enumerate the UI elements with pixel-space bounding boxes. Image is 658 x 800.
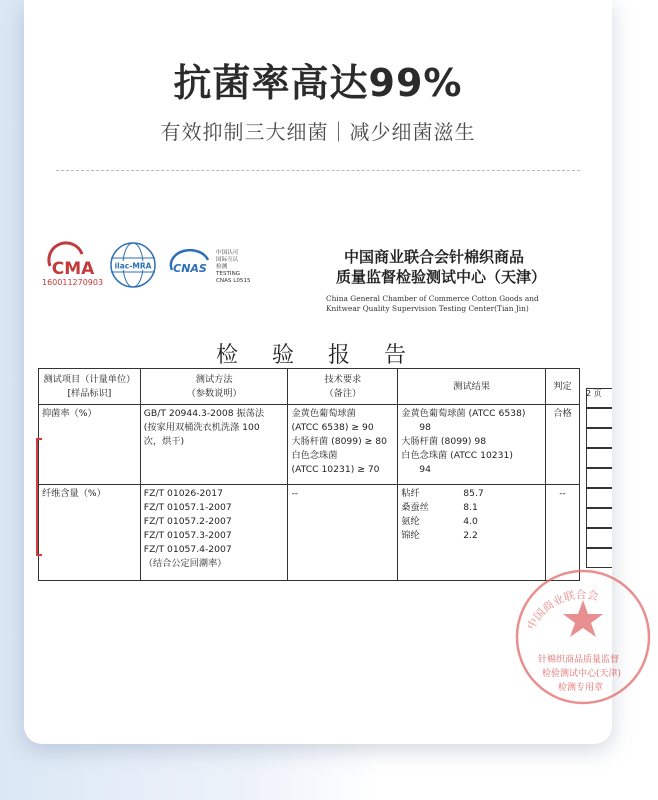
row-requirement: 金黄色葡萄球菌 (ATCC 6538) ≥ 90 大肠杆菌 (8099) ≥ 80 白色念珠菌 (ATCC 10231) ≥ 70: [288, 405, 398, 485]
row-item: 抑菌率（%）: [39, 405, 141, 485]
header-item: 测试项目（计量单位） [样品标识]: [39, 369, 141, 405]
org-name-en-line2: Knitwear Quality Supervision Testing Center(Tian Jin): [326, 304, 529, 313]
svg-text:CMA: CMA: [51, 259, 95, 279]
seal-line1: 针棉织商品质量监督: [538, 655, 620, 665]
headline: 抗菌率高达99%: [173, 61, 463, 105]
table-row: [39, 485, 580, 581]
table-row: [39, 405, 580, 485]
row-method: FZ/T 01026-2017 FZ/T 01057.1-2007 FZ/T 01057.2-2007 FZ/T 01057.3-2007 FZ/T 01057.4-2007 （结合公定回潮率）: [140, 485, 288, 581]
header-requirement: 技术要求 （备注）: [288, 369, 398, 405]
svg-text:CNAS: CNAS: [173, 262, 207, 275]
seal-line3: 检测专用章: [558, 683, 604, 693]
red-bracket-mark: [36, 438, 40, 556]
cma-number: 160011270903: [42, 278, 104, 287]
row-result: 金黄色葡萄球菌 (ATCC 6538) 98 大肠杆菌 (8099) 98 白色念珠菌 (ATCC 10231) 94: [398, 405, 546, 485]
header-result: 测试结果: [398, 369, 546, 405]
row-result: 粘纤 85.7 桑蚕丝 8.1 氨纶 4.0 锦纶 2.2: [398, 485, 546, 581]
cnas-logo-icon: [168, 246, 212, 284]
row-judgement: 合格: [546, 405, 580, 485]
cnas-caption: 中国认可 国际互认 检测 TESTING CNAS L0515: [216, 250, 251, 284]
row-item: 纤维含量（%）: [39, 485, 141, 581]
dashed-divider: [56, 170, 580, 171]
row-requirement: --: [288, 485, 398, 581]
header-judgement: 判定: [546, 369, 580, 405]
report-table: [38, 368, 580, 581]
ilac-mra-logo-icon: [108, 240, 158, 290]
test-report-image: [38, 222, 622, 722]
row-judgement: --: [546, 485, 580, 581]
row-method: GB/T 20944.3-2008 振荡法 (按家用双桶洗衣机洗涤 100 次，烘干): [140, 405, 288, 485]
org-name-en-line1: China General Chamber of Commerce Cotton Goods and: [326, 294, 539, 303]
content-card: [24, 0, 622, 744]
page-fragment-label: 2 页: [586, 389, 602, 398]
subheadline: 有效抑制三大细菌｜减少细菌滋生: [160, 120, 476, 144]
header-method: 测试方法 （参数说明）: [140, 369, 288, 405]
table-header-row: [39, 369, 580, 405]
svg-text:中国商业联合会: 中国商业联合会: [524, 588, 600, 633]
org-name-cn-line2: 质量监督检验测试中心（天津）: [336, 268, 547, 286]
svg-text:ilac-MRA: ilac-MRA: [114, 261, 152, 271]
report-title: 检验报告: [216, 343, 441, 368]
seal-line2: 检验测试中心(天津): [542, 669, 622, 679]
next-page-fragment: [586, 368, 612, 578]
org-name-cn-line1: 中国商业联合会针棉织商品: [344, 248, 525, 266]
